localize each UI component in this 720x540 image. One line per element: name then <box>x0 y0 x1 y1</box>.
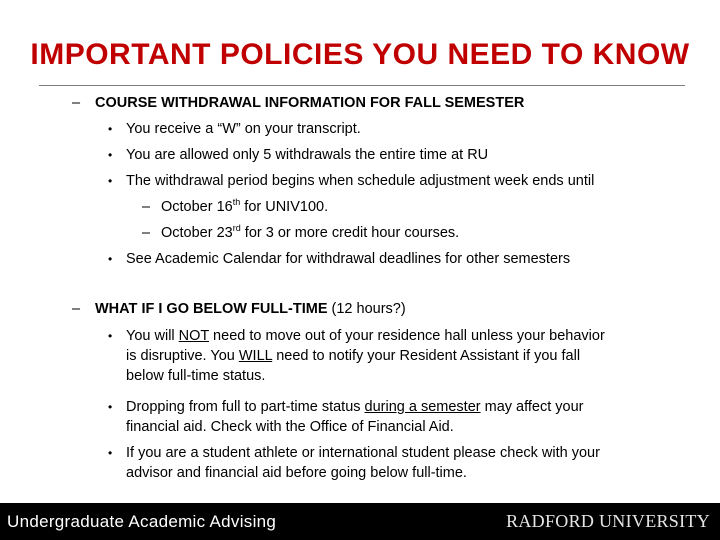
sub-item-univ100: October 16th for UNIV100. <box>161 197 329 215</box>
title-divider <box>39 85 685 86</box>
dash-marker: – <box>72 301 81 317</box>
bullet-marker: • <box>108 446 113 460</box>
bullet-financial-aid-line2: financial aid. Check with the Office of Financial Aid. <box>126 419 454 435</box>
bullet-w-transcript: You receive a “W” on your transcript. <box>126 121 361 137</box>
slide-title: IMPORTANT POLICIES YOU NEED TO KNOW <box>30 38 690 71</box>
section-heading-full-time: WHAT IF I GO BELOW FULL-TIME (12 hours?) <box>95 301 406 317</box>
bullet-marker: • <box>108 329 113 343</box>
section-heading-withdrawal: COURSE WITHDRAWAL INFORMATION FOR FALL SEMESTER <box>95 95 525 111</box>
bullet-residence-hall-line2: is disruptive. You WILL need to notify your Resident Assistant if you fall <box>126 348 581 364</box>
bullet-financial-aid-line1: Dropping from full to part-time status during a semester may affect your <box>126 399 584 415</box>
footer-bar <box>0 503 720 540</box>
bullet-marker: • <box>108 148 113 162</box>
bullet-academic-calendar: See Academic Calendar for withdrawal deadlines for other semesters <box>126 251 571 267</box>
dash-marker: – <box>142 199 151 215</box>
bullet-withdrawal-limit: You are allowed only 5 withdrawals the entire time at RU <box>126 147 489 163</box>
bullet-marker: • <box>108 400 113 414</box>
bullet-withdrawal-period: The withdrawal period begins when schedule adjustment week ends until <box>126 173 595 189</box>
dash-marker: – <box>72 95 81 111</box>
bullet-marker: • <box>108 174 113 188</box>
footer-university-logo: RADFORD UNIVERSITY <box>506 511 710 531</box>
bullet-athlete-line1: If you are a student athlete or international student please check with your <box>126 445 600 461</box>
bullet-marker: • <box>108 122 113 136</box>
bullet-athlete-line2: advisor and financial aid before going below full-time. <box>126 465 467 481</box>
bullet-marker: • <box>108 252 113 266</box>
bullet-residence-hall-line3: below full-time status. <box>126 368 266 384</box>
dash-marker: – <box>142 225 151 241</box>
sub-item-credit-hours: October 23rd for 3 or more credit hour courses. <box>161 223 460 241</box>
bullet-residence-hall-line1: You will NOT need to move out of your residence hall unless your behavior <box>126 328 605 344</box>
footer-department: Undergraduate Academic Advising <box>7 512 277 531</box>
